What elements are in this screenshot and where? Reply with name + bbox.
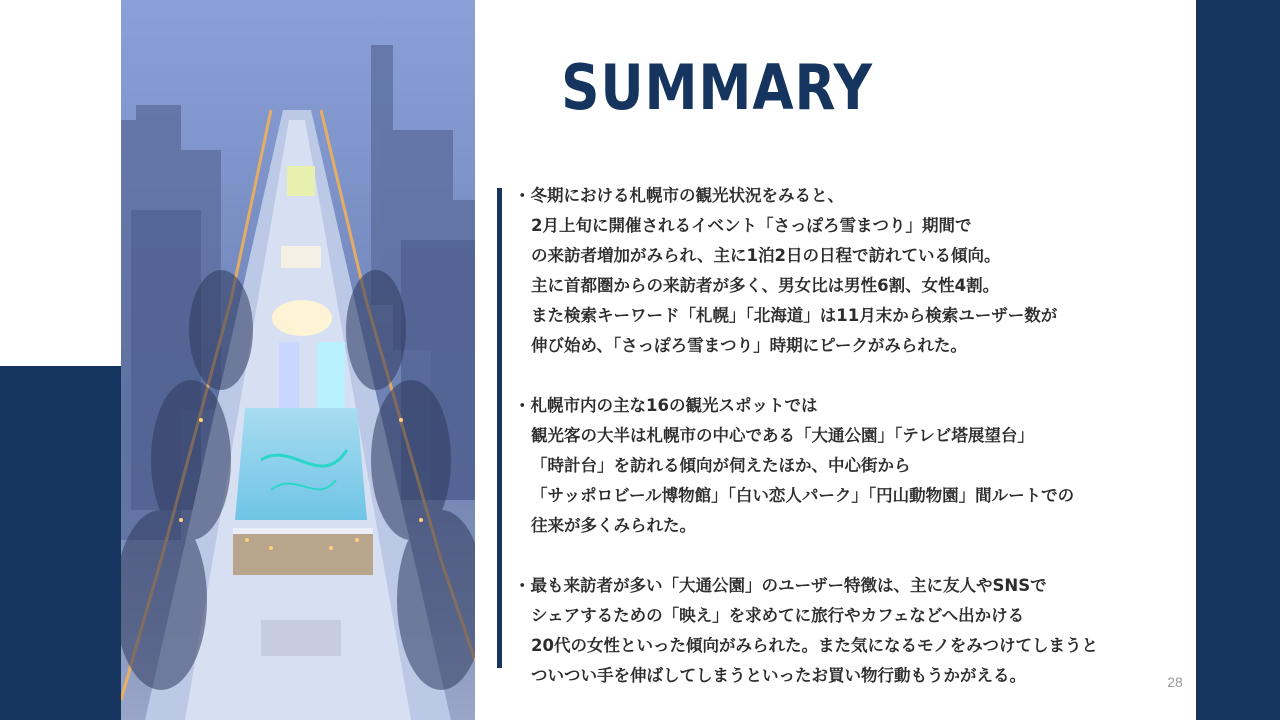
summary-line: 20代の女性といった傾向がみられた。また気になるモノをみつけてしまうと [531, 636, 1098, 655]
summary-line: シェアするための「映え」を求めてに旅行やカフェなどへ出かける [531, 606, 1025, 625]
accent-bar [497, 188, 502, 668]
summary-block [514, 391, 1184, 541]
summary-line: 2月上旬に開催されるイベント「さっぽろ雪まつり」期間で [531, 216, 972, 235]
summary-line: の来訪者増加がみられ、主に1泊2日の日程で訪れている傾向。 [531, 246, 1001, 265]
summary-line: 観光客の大半は札幌市の中心である「大通公園」「テレビ塔展望台」 [531, 426, 1034, 445]
summary-line: また検索キーワード「札幌」「北海道」は11月末から検索ユーザー数が [531, 306, 1058, 325]
summary-line: ・冬期における札幌市の観光状況をみると、 [514, 186, 844, 205]
summary-line: ・札幌市内の主な16の観光スポットでは [514, 396, 818, 415]
right-navy-panel [1196, 0, 1280, 720]
summary-line: 伸び始め、「さっぽろ雪まつり」時期にピークがみられた。 [531, 336, 967, 355]
summary-line: 「サッポロビール博物館」「白い恋人パーク」「円山動物園」間ルートでの [531, 486, 1075, 505]
page-number: 28 [1167, 674, 1183, 690]
snow-festival-illustration [121, 0, 475, 720]
snow-festival-photo [121, 0, 475, 720]
summary-block [514, 181, 1184, 361]
summary-line: 「時計台」を訪れる傾向が伺えたほか、中心街から [531, 456, 911, 475]
summary-line: ・最も来訪者が多い「大通公園」のユーザー特徴は、主に友人やSNSで [514, 576, 1047, 595]
summary-block [514, 571, 1184, 691]
summary-text [514, 181, 1184, 721]
summary-line: 往来が多くみられた。 [531, 516, 696, 535]
slide-title: SUMMARY [561, 51, 873, 124]
summary-line: ついつい手を伸ばしてしまうといったお買い物行動もうかがえる。 [531, 666, 1026, 685]
summary-line: 主に首都圏からの来訪者が多く、男女比は男性6割、女性4割。 [531, 276, 1000, 295]
left-navy-panel [0, 366, 125, 720]
